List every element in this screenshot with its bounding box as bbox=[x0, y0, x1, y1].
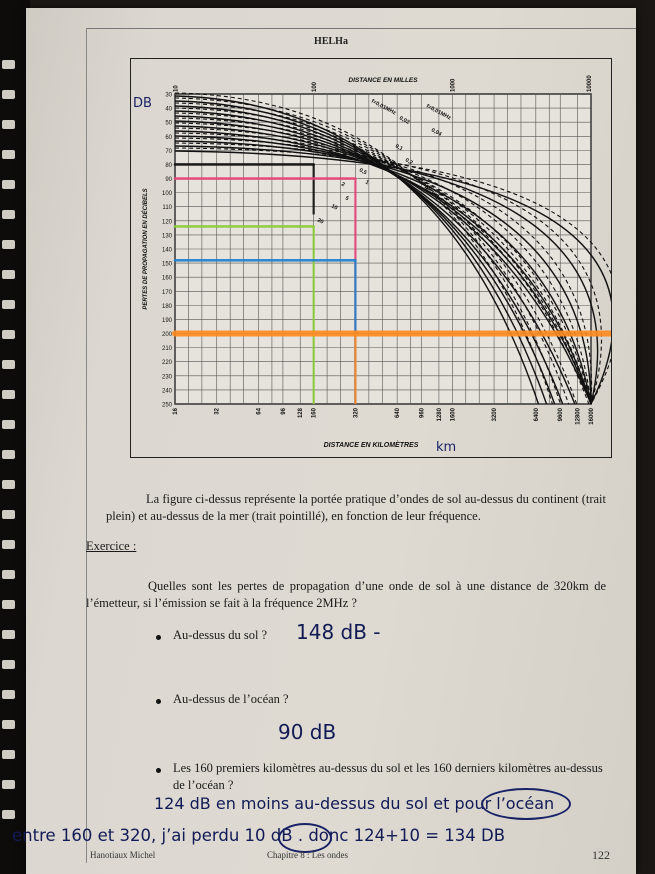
curve-label: 0,02 bbox=[398, 115, 411, 126]
document-page bbox=[12, 8, 636, 874]
bullet-ground: Au-dessus du sol ? bbox=[173, 628, 268, 642]
y-tick-label: 180 bbox=[161, 303, 172, 310]
curve-label: 0,2 bbox=[404, 157, 414, 167]
y-tick-label: 250 bbox=[161, 402, 172, 409]
x-tick-label: 9600 bbox=[558, 408, 565, 422]
curve-label: 0,5 bbox=[358, 167, 368, 177]
figure-description: La figure ci-dessus représente la portée pratique d’ondes de sol au-dessus du continent (trait plein) et au-dessus de la mer (trait pointillé), en fonction de leur fréquence. bbox=[106, 492, 606, 523]
x-tick-label: 6400 bbox=[533, 408, 540, 422]
header-rule bbox=[86, 28, 636, 29]
y-tick-label: 170 bbox=[161, 289, 172, 296]
top-axis-title: DISTANCE EN MILLES bbox=[348, 77, 418, 84]
y-tick-label: 210 bbox=[161, 346, 172, 353]
y-tick-label: 130 bbox=[161, 233, 172, 240]
y-tick-label: 100 bbox=[161, 191, 172, 198]
curve-label: 10 bbox=[330, 203, 339, 212]
ink-circle bbox=[278, 823, 332, 853]
y-tick-label: 190 bbox=[161, 317, 172, 324]
y-tick-label: 40 bbox=[165, 106, 172, 113]
y-tick-label: 140 bbox=[161, 247, 172, 254]
chart-svg bbox=[131, 59, 611, 457]
x-tick-label: 1280 bbox=[436, 408, 443, 422]
curve-label: 0,04 bbox=[430, 127, 443, 138]
y-tick-label: 230 bbox=[161, 374, 172, 381]
x-tick-label: 16000 bbox=[589, 408, 595, 425]
answer-ocean: 90 dB bbox=[278, 720, 337, 744]
bullet-mixed: Les 160 premiers kilomètres au-dessus du sol et les 160 derniers kilomètres au-dessus de l’océan ? bbox=[173, 761, 603, 792]
y-tick-label: 110 bbox=[162, 205, 172, 212]
exercise-title: Exercice : bbox=[86, 539, 137, 553]
x-tick-label: 128 bbox=[298, 408, 305, 419]
y-tick-label: 60 bbox=[165, 134, 172, 141]
answer-ground: 148 dB - bbox=[296, 620, 381, 644]
x-tick-label: 16 bbox=[173, 408, 179, 415]
x-tick-label: 1600 bbox=[450, 408, 457, 422]
curve-label: f=0,01MHz bbox=[425, 103, 452, 122]
bullet-dot bbox=[156, 699, 161, 704]
y-tick-label: 200 bbox=[161, 332, 172, 339]
ink-circle bbox=[481, 788, 571, 820]
bullet-dot bbox=[156, 768, 161, 773]
top-tick-label: 100 bbox=[312, 81, 319, 92]
y-axis-title: PERTES DE PROPAGATION EN DÉCIBELS bbox=[143, 188, 149, 310]
y-tick-label: 240 bbox=[161, 388, 172, 395]
top-tick-label: 10000 bbox=[587, 75, 593, 92]
x-tick-label: 32 bbox=[214, 408, 221, 415]
top-tick-label: 1000 bbox=[450, 78, 457, 92]
curve-label: 20 bbox=[316, 217, 325, 226]
x-tick-label: 96 bbox=[280, 408, 287, 415]
answer-mixed-line2: entre 160 et 320, j’ai perdu 10 dB . donc 124+10 = 134 DB bbox=[12, 826, 506, 845]
curve-label: 2 bbox=[340, 181, 346, 189]
bullet-ocean: Au-dessus de l’océan ? bbox=[173, 692, 289, 706]
x-tick-label: 3200 bbox=[492, 408, 499, 422]
y-tick-label: 150 bbox=[161, 261, 172, 268]
footer-page: 122 bbox=[592, 848, 610, 862]
bottom-axis-title: DISTANCE EN KILOMÈTRES bbox=[323, 442, 419, 449]
footer-author: Hanotiaux Michel bbox=[90, 850, 156, 860]
y-tick-label: 50 bbox=[165, 120, 172, 127]
y-tick-label: 70 bbox=[165, 148, 172, 155]
footer-chapter: Chapitre 8 : Les ondes bbox=[267, 850, 348, 860]
curve-label: 1 bbox=[364, 179, 370, 187]
x-tick-label: 960 bbox=[419, 408, 426, 419]
x-tick-label: 12800 bbox=[575, 408, 582, 425]
page-header: HELHa bbox=[314, 36, 348, 47]
y-tick-label: 30 bbox=[165, 92, 172, 99]
x-tick-label: 640 bbox=[395, 408, 402, 419]
y-tick-label: 120 bbox=[161, 219, 172, 226]
propagation-chart bbox=[130, 58, 612, 458]
y-tick-label: 220 bbox=[161, 360, 172, 367]
y-tick-label: 80 bbox=[165, 162, 172, 169]
handwritten-km-label: km bbox=[436, 440, 457, 455]
y-tick-label: 160 bbox=[161, 275, 172, 282]
top-tick-label: 10 bbox=[173, 85, 180, 92]
x-tick-label: 160 bbox=[311, 408, 318, 419]
question-text: Quelles sont les pertes de propagation d’une onde de sol à une distance de 320km de l’émetteur, si l’émission se fait à la fréquence 2MHz ? bbox=[86, 579, 606, 610]
answer-mixed-line1: 124 dB en moins au-dessus du sol et pour l’océan bbox=[154, 794, 555, 813]
y-tick-label: 90 bbox=[165, 177, 172, 184]
curve-label: f=0,01MHz bbox=[370, 98, 397, 117]
curve-label: 5 bbox=[344, 195, 350, 203]
bullet-dot bbox=[156, 635, 161, 640]
curve-label: 0,1 bbox=[394, 143, 404, 153]
x-tick-label: 320 bbox=[353, 408, 360, 419]
handwritten-db-label: DB bbox=[133, 96, 152, 111]
margin-line bbox=[86, 28, 87, 863]
x-tick-label: 64 bbox=[256, 408, 263, 415]
